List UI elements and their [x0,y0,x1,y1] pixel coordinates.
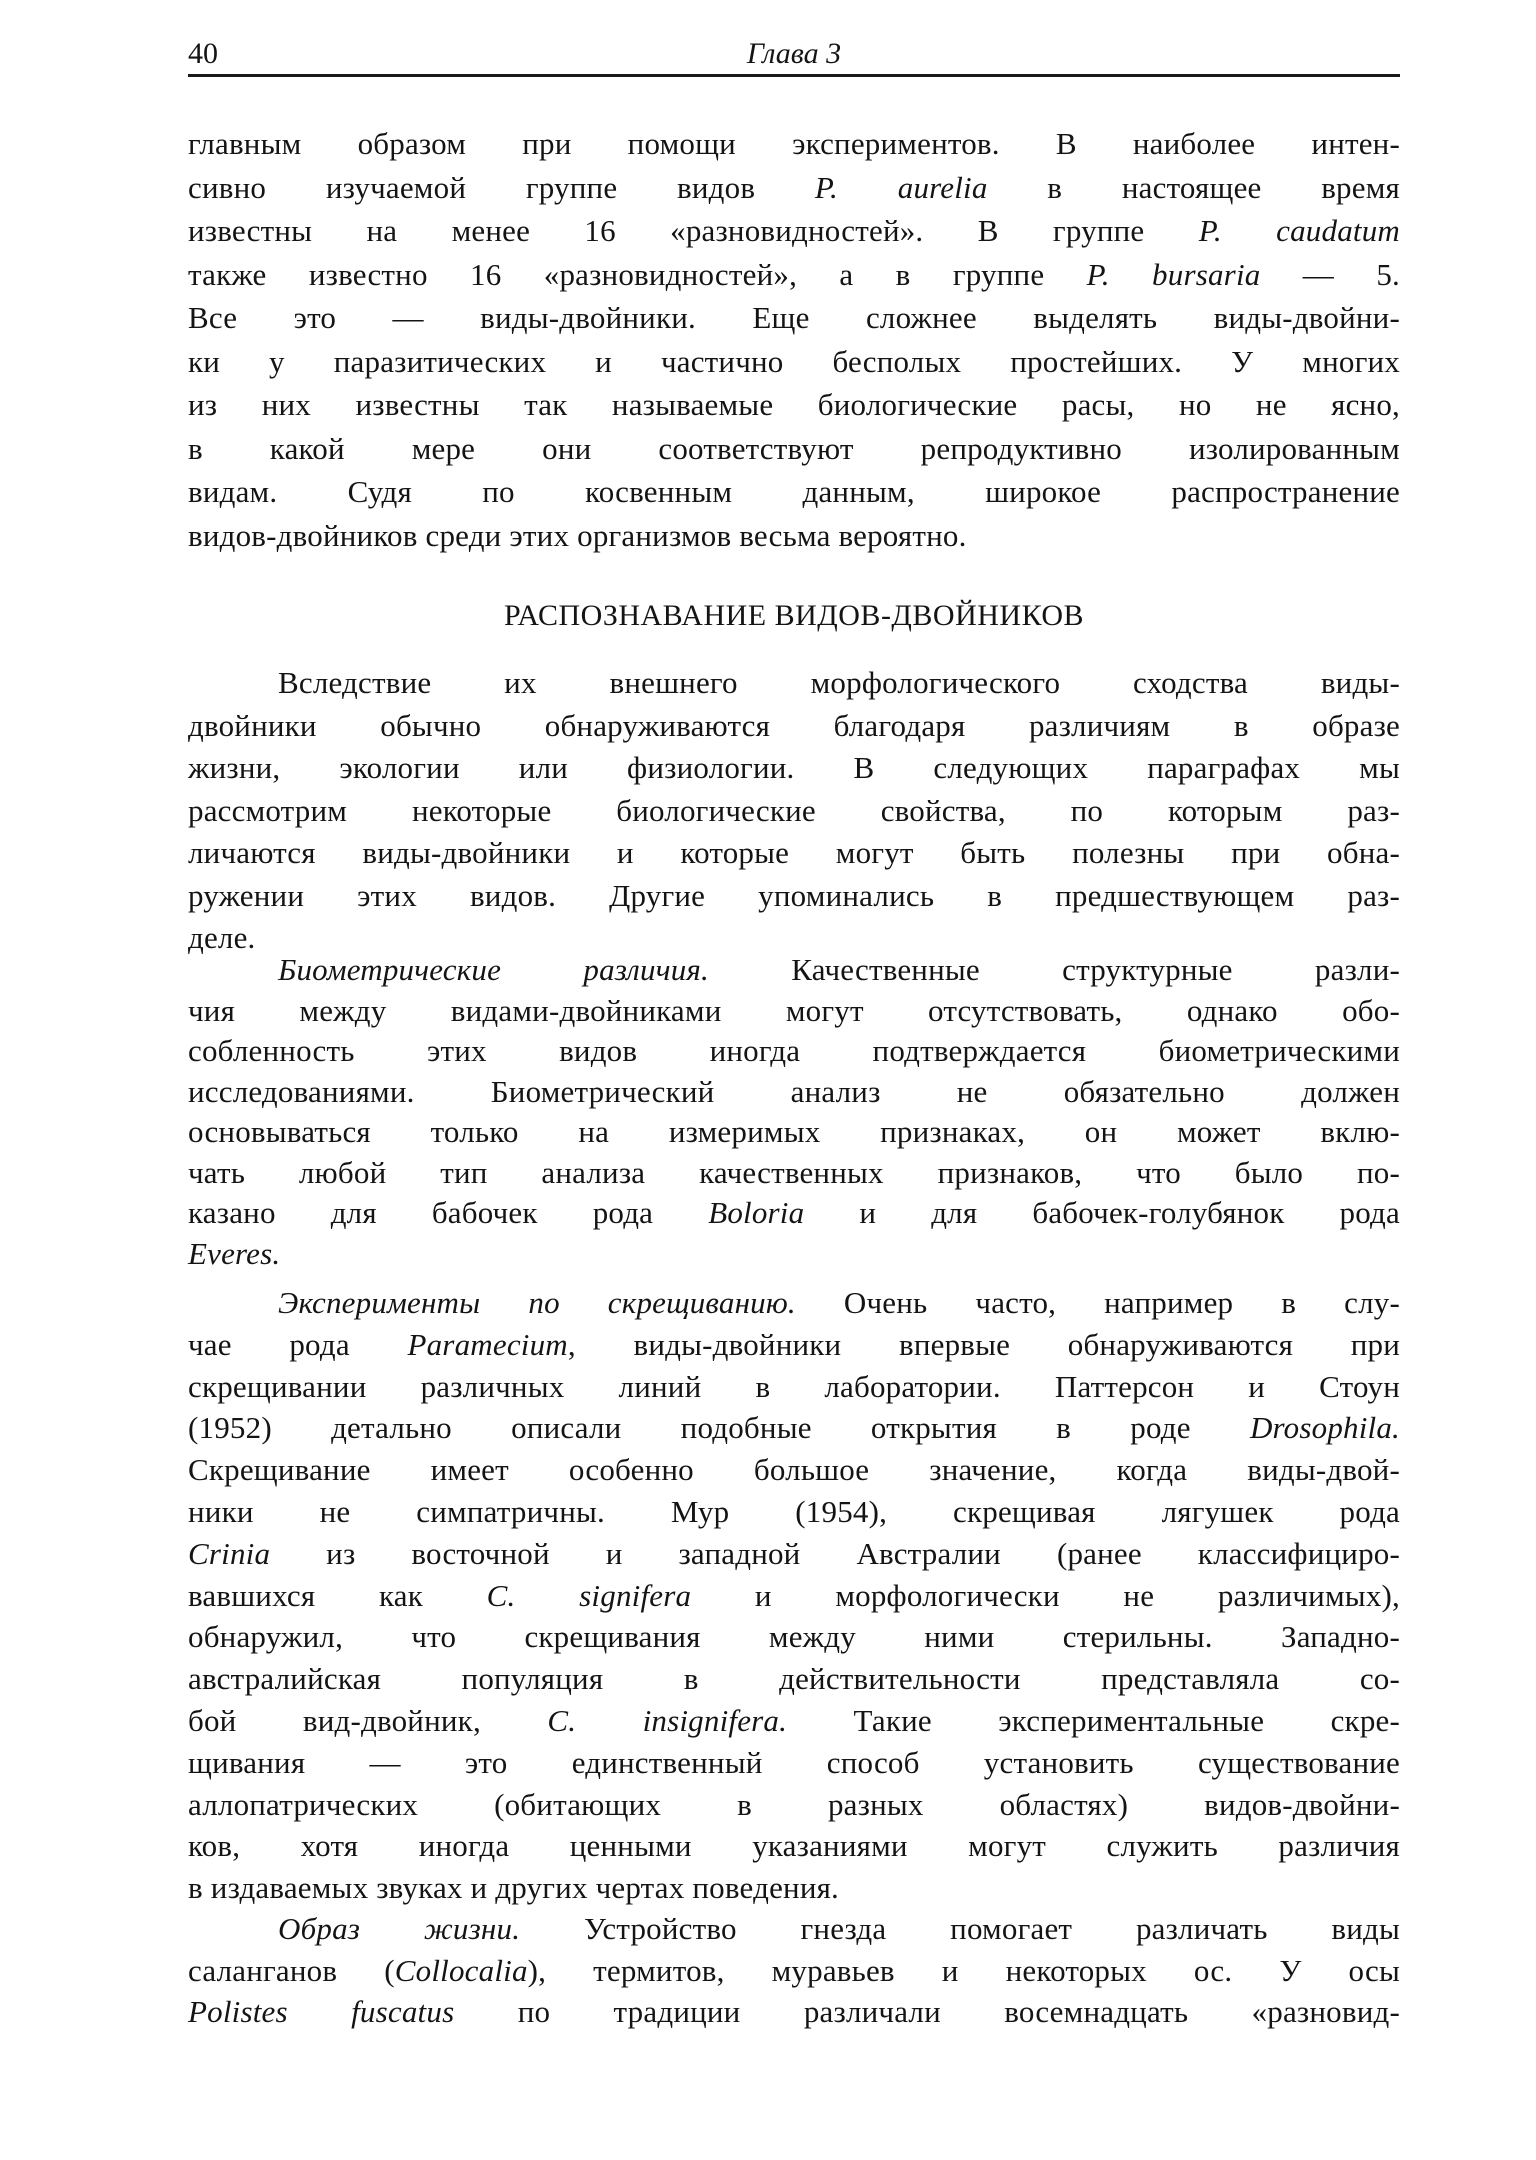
text-line [188,1407,1400,1449]
italic-term: Paramecium [407,1326,568,1362]
text-line [188,1491,1400,1533]
text-run: в какой мере они соответствуют репродуктивно изолированным [188,430,1400,466]
text-line [188,1193,1400,1234]
text-line [188,705,1400,748]
header-rule [188,74,1400,77]
text-run: рассмотрим некоторые биологические свойства, по которым раз- [188,792,1400,828]
text-run: бой вид-двойник, [188,1702,548,1738]
text-line [188,875,1400,918]
text-run: из восточной и западной Австралии (ранее классифициро- [270,1535,1400,1571]
text-line [188,296,1400,340]
text-run: из них известны так называемые биологические расы, но не ясно, [188,387,1400,422]
text-line [188,166,1400,210]
italic-term: Эксперименты по скрещиванию. [278,1285,796,1320]
paragraph-recognition-intro [188,662,1400,960]
italic-term: P. caudatum [1198,213,1401,248]
text-line [188,1112,1400,1153]
text-run: двойники обычно обнаруживаются благодаря различиям в образе [188,707,1400,743]
text-run: главным образом при помощи экспериментов. В наиболее интен- [188,126,1400,161]
text-line [188,470,1400,514]
text-run: обнаружил, что скрещивания между ними стерильны. Западно- [188,1619,1400,1655]
text-run: известны на менее 16 «разновидностей». В группе [188,213,1199,248]
text-run: вавшихся как [188,1577,487,1613]
page-number: 40 [188,37,218,70]
text-run: казано для бабочек рода [188,1195,709,1230]
text-run: исследованиями. Биометрический анализ не обязательно должен [188,1073,1400,1109]
text-run: чать любой тип анализа качественных признаков, что было по- [188,1154,1400,1190]
text-line [188,832,1400,875]
text-line [188,991,1400,1032]
italic-term: Polistes fuscatus [188,1994,455,2029]
text-run: и для бабочек-голубянок рода [804,1195,1400,1230]
text-run: Скрещивание имеет особенно большое значение, когда виды-двой- [188,1452,1400,1488]
italic-term: C. signifera [486,1577,692,1613]
text-line [188,1950,1400,1992]
text-run: по традиции различали восемнадцать «разновид- [454,1994,1400,2029]
text-run: ружении этих видов. Другие упоминались в предшествующем раз- [188,877,1400,913]
text-run: — 5. [1260,256,1400,292]
text-line [188,1784,1400,1826]
text-line [188,747,1400,790]
italic-term: Crinia [188,1535,271,1571]
text-line [188,1575,1400,1617]
text-line [188,122,1400,166]
text-run: Качественные структурные разли- [708,952,1401,987]
italic-term: P. aurelia [814,169,988,205]
text-line [188,1449,1400,1491]
text-run: саланганов ( [188,1952,395,1988]
text-line [188,1991,1400,2033]
text-run: скрещивании различных линий в лаборатории. Паттерсон и Стоун [188,1368,1400,1404]
running-head-title: Глава 3 [746,37,842,70]
text-line [188,1031,1400,1072]
italic-term: P. bursaria [1086,256,1261,292]
text-run: (1952) детально описали подобные открытия в роде [188,1410,1250,1446]
text-run: видам. Судя по косвенным данным, широкое распространение [188,474,1400,509]
running-header [188,36,1400,72]
text-line [188,1616,1400,1658]
text-run: ники не симпатричны. Мур (1954), скрещивая лягушек рода [188,1493,1400,1529]
text-run: Все это — виды-двойники. Еще сложнее выделять виды-двойни- [188,300,1400,335]
text-run: чия между видами-двойниками могут отсутствовать, однако обо- [188,992,1400,1028]
text-line [188,383,1400,427]
paragraph-crossing-experiments [188,1282,1400,1909]
text-run: также известно 16 «разновидностей», а в группе [188,256,1087,292]
text-line [188,253,1400,297]
text-run: основываться только на измеримых признаках, он может вклю- [188,1114,1400,1149]
text-run: чае рода [188,1326,408,1362]
text-run: австралийская популяция в действительности представляла со- [188,1661,1400,1697]
text-run: ков, хотя иногда ценными указаниями могут служить различия [188,1828,1400,1864]
text-line [188,209,1400,253]
text-run: сивно изучаемой группе видов [188,169,815,205]
text-line [188,950,1400,991]
text-run: в издаваемых звуках и других чертах поведения. [188,1870,840,1906]
italic-term: Drosophila. [1249,1410,1400,1446]
text-line [188,427,1400,471]
text-run: жизни, экологии или физиологии. В следующих параграфах мы [188,750,1400,785]
text-line [188,1867,1400,1909]
text-run: собленность этих видов иногда подтверждается биометрическими [188,1033,1400,1068]
paragraph-biometric-differences [188,950,1400,1274]
text-line [188,1153,1400,1194]
text-line [188,1658,1400,1700]
text-run: личаются виды-двойники и которые могут быть полезны при обна- [188,835,1400,870]
section-heading: РАСПОЗНАВАНИЕ ВИДОВ-ДВОЙНИКОВ [503,599,1085,632]
text-run: Вследствие их внешнего морфологического сходства виды- [278,665,1400,700]
paragraph-intro-continued [188,122,1400,557]
text-run: видов-двойников среди этих организмов весьма вероятно. [188,517,967,553]
text-line [188,1072,1400,1113]
text-line [188,1742,1400,1784]
text-line [188,1324,1400,1366]
text-line [188,1282,1400,1324]
text-run: ), термитов, муравьев и некоторых ос. У осы [527,1952,1400,1988]
text-line [188,340,1400,384]
italic-term: Образ жизни. [278,1911,521,1946]
text-run: аллопатрических (обитающих в разных областях) видов-двойни- [188,1786,1400,1822]
text-run: ки у паразитических и частично бесполых простейших. У многих [188,343,1400,379]
text-run: и морфологически не различимых), [691,1577,1400,1613]
text-run: Такие экспериментальные скре- [787,1702,1400,1738]
text-run: деле. [188,920,256,955]
italic-term: Биометрические различия. [278,952,709,987]
text-line [188,1366,1400,1408]
text-run: , виды-двойники впервые обнаруживаются при [567,1326,1400,1362]
text-line [188,1700,1400,1742]
text-run: Устройство гнезда помогает различать виды [520,1911,1400,1946]
text-run: щивания — это единственный способ установить существование [188,1744,1400,1780]
text-line [188,662,1400,705]
text-line [188,1825,1400,1867]
text-line [188,1234,1400,1275]
text-run: в настоящее время [987,169,1400,205]
paragraph-way-of-life [188,1908,1400,2033]
italic-term: Everes. [188,1235,281,1271]
text-line [188,1908,1400,1950]
text-line [188,1533,1400,1575]
text-line [188,790,1400,833]
italic-term: Boloria [708,1195,805,1230]
text-line [188,514,1400,558]
italic-term: Collocalia [394,1952,528,1988]
italic-term: C. insignifera. [547,1702,788,1738]
text-run: Очень часто, например в слу- [795,1285,1400,1320]
